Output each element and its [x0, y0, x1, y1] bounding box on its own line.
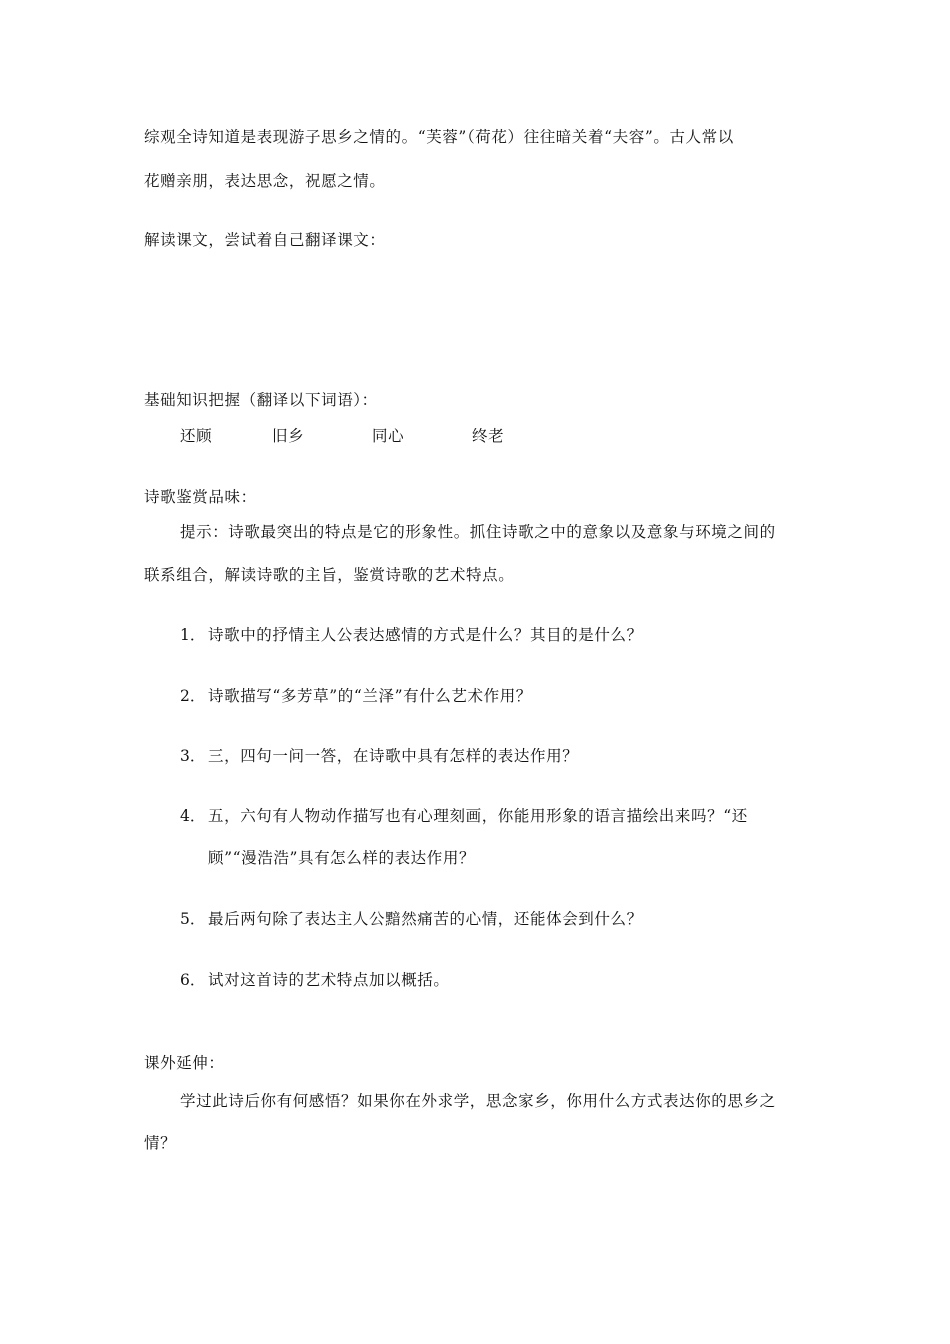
- vocab-word: 同心: [372, 427, 405, 445]
- extension-line-2: 情？: [144, 1134, 177, 1152]
- intro-line-1: 综观全诗知道是表现游子思乡之情的。“芙蓉”（荷花）往往暗关着“夫容”。古人常以: [144, 128, 734, 146]
- translate-prompt: 解读课文，尝试着自己翻译课文：: [144, 231, 386, 249]
- question-text: 试对这首诗的艺术特点加以概括。: [208, 971, 450, 989]
- extension-line-1: 学过此诗后你有何感悟？如果你在外求学，思念家乡，你用什么方式表达你的思乡之: [180, 1092, 776, 1110]
- hint-line-1: 提示：诗歌最突出的特点是它的形象性。抓住诗歌之中的意象以及意象与环境之间的: [180, 523, 776, 541]
- vocab-word: 旧乡: [272, 427, 305, 445]
- question-text: 三，四句一问一答，在诗歌中具有怎样的表达作用？: [208, 747, 579, 765]
- question-text-continued: 顾”“漫浩浩”具有怎么样的表达作用？: [208, 849, 476, 867]
- question-number: 1．: [180, 626, 206, 644]
- question-number: 3．: [180, 747, 206, 765]
- question-text: 五，六句有人物动作描写也有心理刻画，你能用形象的语言描绘出来吗？“还: [208, 807, 748, 825]
- question-text: 最后两句除了表达主人公黯然痛苦的心情，还能体会到什么？: [208, 910, 643, 928]
- basics-heading: 基础知识把握（翻译以下词语）：: [144, 391, 378, 409]
- question-text: 诗歌中的抒情主人公表达感情的方式是什么？其目的是什么？: [208, 626, 643, 644]
- vocab-word: 终老: [472, 427, 505, 445]
- appreciation-heading: 诗歌鉴赏品味：: [144, 488, 257, 506]
- question-number: 4．: [180, 807, 206, 825]
- question-number: 6．: [180, 971, 206, 989]
- question-number: 5．: [180, 910, 206, 928]
- question-text: 诗歌描写“多芳草”的“兰泽”有什么艺术作用？: [208, 687, 532, 705]
- hint-line-2: 联系组合，解读诗歌的主旨，鉴赏诗歌的艺术特点。: [144, 566, 515, 584]
- extension-heading: 课外延伸：: [144, 1054, 225, 1072]
- vocab-word: 还顾: [180, 427, 213, 445]
- intro-line-2: 花赠亲朋，表达思念，祝愿之情。: [144, 172, 386, 190]
- question-number: 2．: [180, 687, 206, 705]
